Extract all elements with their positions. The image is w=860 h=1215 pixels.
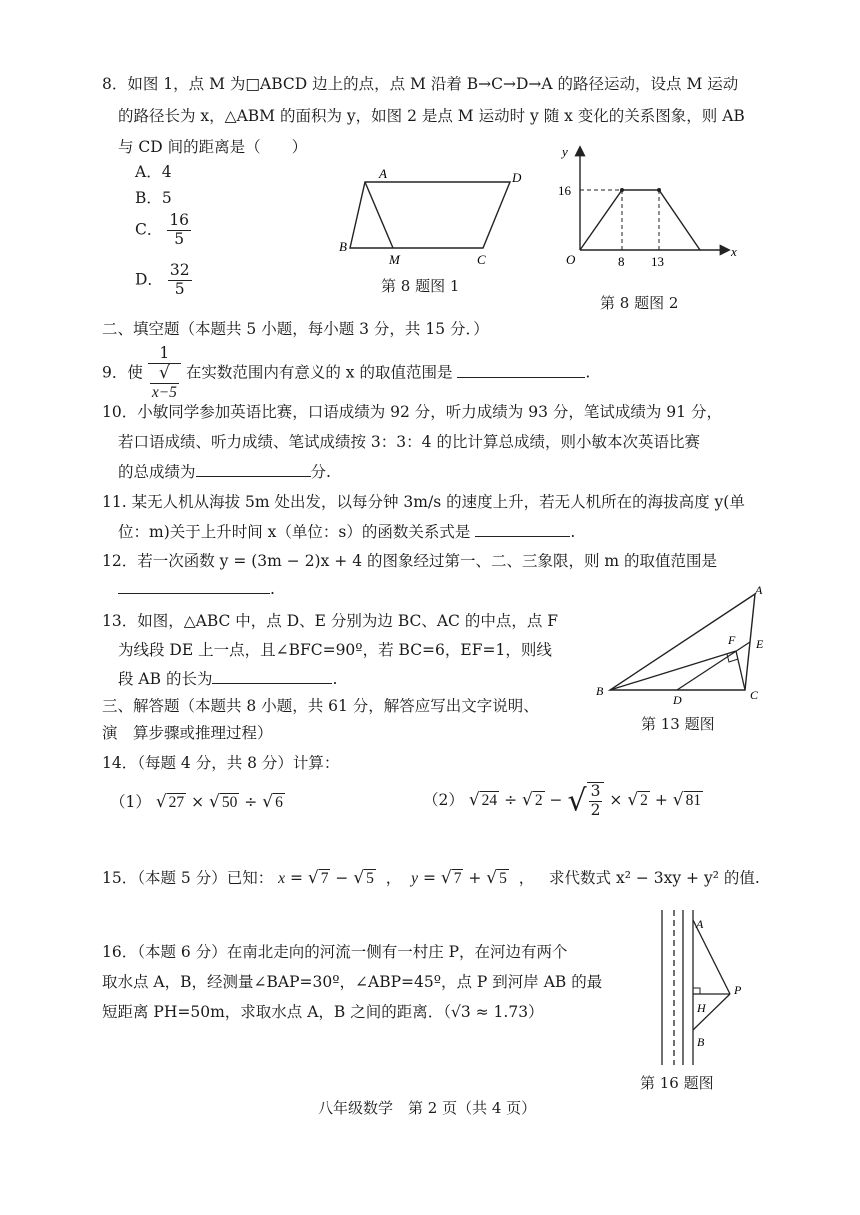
q8-option-c bbox=[135, 212, 191, 249]
graph-polyline bbox=[580, 190, 700, 250]
label-h: H bbox=[697, 1001, 706, 1015]
page-footer: 八年级数学 第 2 页（共 4 页） bbox=[318, 1099, 537, 1117]
label-8: 8 bbox=[618, 254, 625, 269]
q10-line2: 若口语成绩、听力成绩、笔试成绩按 3：3：4 的比计算总成绩，则小敏本次英语比赛 bbox=[118, 433, 700, 451]
q8-figure2-caption: 第 8 题图 2 bbox=[600, 294, 679, 312]
q9-numerator: 1 bbox=[148, 345, 181, 364]
label-a: A bbox=[755, 583, 763, 597]
q10-answer-blank[interactable] bbox=[196, 462, 311, 477]
q16-figure-river bbox=[650, 910, 760, 1070]
q11-line2: 位：m)关于上升时间 x（单位：s）的函数关系式是 . bbox=[118, 523, 576, 541]
q13-line1: 13．如图，△ABC 中，点 D、E 分别为边 BC、AC 的中点，点 F bbox=[102, 612, 559, 630]
q8-option-a: A．4 bbox=[135, 163, 172, 181]
q16-caption: 第 16 题图 bbox=[640, 1074, 714, 1092]
q8-line1: 8．如图 1，点 M 为□ABCD 边上的点，点 M 沿着 B→C→D→A 的路径运动，设点 M 运动 bbox=[102, 75, 739, 93]
q8-figure1-caption: 第 8 题图 1 bbox=[381, 277, 460, 295]
q13-caption: 第 13 题图 bbox=[641, 715, 715, 733]
q16-line3: 短距离 PH=50m，求取水点 A，B 之间的距离．（√3 ≈ 1.73） bbox=[102, 1003, 544, 1021]
section2-heading: 二、填空题（本题共 5 小题，每小题 3 分，共 15 分．） bbox=[102, 320, 489, 338]
label-b: B bbox=[339, 239, 347, 254]
q9-denominator: √ x−5 bbox=[151, 362, 177, 402]
q12-answer-blank[interactable] bbox=[118, 579, 270, 594]
label-d: D bbox=[512, 170, 522, 185]
q11-line1: 11. 某无人机从海拔 5m 处出发，以每分钟 3m/s 的速度上升，若无人机所在的海拔高度 y(单 bbox=[102, 493, 745, 511]
label-16: 16 bbox=[558, 183, 571, 198]
q8-figure1-parallelogram bbox=[335, 160, 545, 270]
label-x: x bbox=[731, 244, 737, 259]
q14-part2: （2） √ 24 ÷ √ 2 − √ $\frac{3}{2}$ × √ 2 + √ 81 bbox=[423, 782, 702, 819]
q10-line1: 10．小敏同学参加英语比赛，口语成绩为 92 分，听力成绩为 93 分，笔试成绩为 91 分， bbox=[102, 403, 722, 421]
label-e: E bbox=[756, 637, 764, 651]
label-f: F bbox=[728, 633, 736, 647]
q8-option-d-label: D． bbox=[135, 270, 163, 289]
q8-line3: 与 CD 间的距离是（ ） bbox=[118, 138, 308, 156]
label-c: C bbox=[750, 688, 759, 702]
segment-fc bbox=[736, 651, 745, 690]
label-a: A bbox=[696, 917, 704, 931]
q12-line2: . bbox=[118, 579, 275, 598]
q8-line2: 的路径长为 x，△ABM 的面积为 y，如图 2 是点 M 运动时 y 随 x 变化的关系图象，则 AB bbox=[118, 107, 745, 125]
q10-line3: 的总成绩为 分. bbox=[118, 463, 331, 481]
right-angle-h bbox=[693, 988, 700, 994]
q13-line3: 段 AB 的长为 . bbox=[118, 670, 338, 688]
q9: 9．使 1 √ x−5 在实数范围内有意义的 x 的取值范围是 . bbox=[102, 344, 591, 402]
q8-figure2-graph bbox=[548, 140, 748, 280]
q8-option-b: B．5 bbox=[135, 189, 172, 207]
label-d: D bbox=[673, 693, 682, 707]
segment-bf bbox=[610, 651, 736, 690]
q13-line2: 为线段 DE 上一点，且∠BFC=90º，若 BC=6，EF=1，则线 bbox=[118, 641, 552, 659]
q9-answer-blank[interactable] bbox=[457, 363, 585, 378]
q13-answer-blank[interactable] bbox=[212, 669, 332, 684]
q11-answer-blank[interactable] bbox=[475, 522, 570, 537]
label-c: C bbox=[477, 252, 486, 267]
label-y: y bbox=[562, 144, 568, 159]
q8-option-d-numerator: 32 bbox=[169, 261, 190, 279]
label-13: 13 bbox=[651, 254, 664, 269]
q14-header: 14．（每题 4 分，共 8 分）计算： bbox=[102, 754, 340, 772]
q8-option-d-denominator: 5 bbox=[174, 279, 185, 298]
label-b: B bbox=[697, 1035, 705, 1049]
q8-option-d bbox=[135, 262, 192, 299]
segment-am bbox=[365, 182, 393, 248]
q14-part1: （1） √ 27 × √ 50 ÷ √ 6 bbox=[110, 792, 283, 812]
q8-option-c-label: C． bbox=[135, 220, 163, 239]
label-m: M bbox=[389, 252, 400, 267]
q8-option-c-numerator: 16 bbox=[169, 211, 190, 229]
section3-heading-line1: 三、解答题（本题共 8 小题，共 61 分，解答应写出文字说明、 bbox=[102, 697, 539, 715]
label-p: P bbox=[734, 983, 742, 997]
parallelogram-abcd bbox=[350, 182, 510, 248]
q9-prefix: 9．使 bbox=[102, 363, 143, 382]
label-b: B bbox=[596, 684, 604, 698]
q8-option-c-denominator: 5 bbox=[174, 229, 185, 248]
q15: 15．（本题 5 分）已知： x = √ 7 − √ 5 ， y = √ 7 + √ 5 ， 求代数式 x² − 3xy + y² 的值. bbox=[102, 868, 760, 888]
segment-ap bbox=[693, 920, 730, 994]
q16-line2: 取水点 A，B，经测量∠BAP=30º，∠ABP=45º，点 P 到河岸 AB 的最 bbox=[102, 973, 603, 991]
label-a: A bbox=[379, 166, 387, 181]
section3-heading-line2: 演 算步骤或推理过程） bbox=[102, 724, 273, 742]
q9-text: 在实数范围内有意义的 x 的取值范围是 bbox=[185, 363, 453, 382]
q16-line1: 16．（本题 6 分）在南北走向的河流一侧有一村庄 P，在河边有两个 bbox=[102, 943, 568, 961]
q8-option-c-fraction bbox=[167, 212, 191, 249]
q9-fraction bbox=[148, 345, 181, 402]
q12-line1: 12．若一次函数 y = (3m − 2)x + 4 的图象经过第一、二、三象限，则 m 的取值范围是 bbox=[102, 552, 718, 570]
q13-figure-triangle bbox=[590, 582, 780, 707]
q8-option-d-fraction bbox=[168, 262, 192, 299]
label-o: O bbox=[566, 252, 576, 267]
